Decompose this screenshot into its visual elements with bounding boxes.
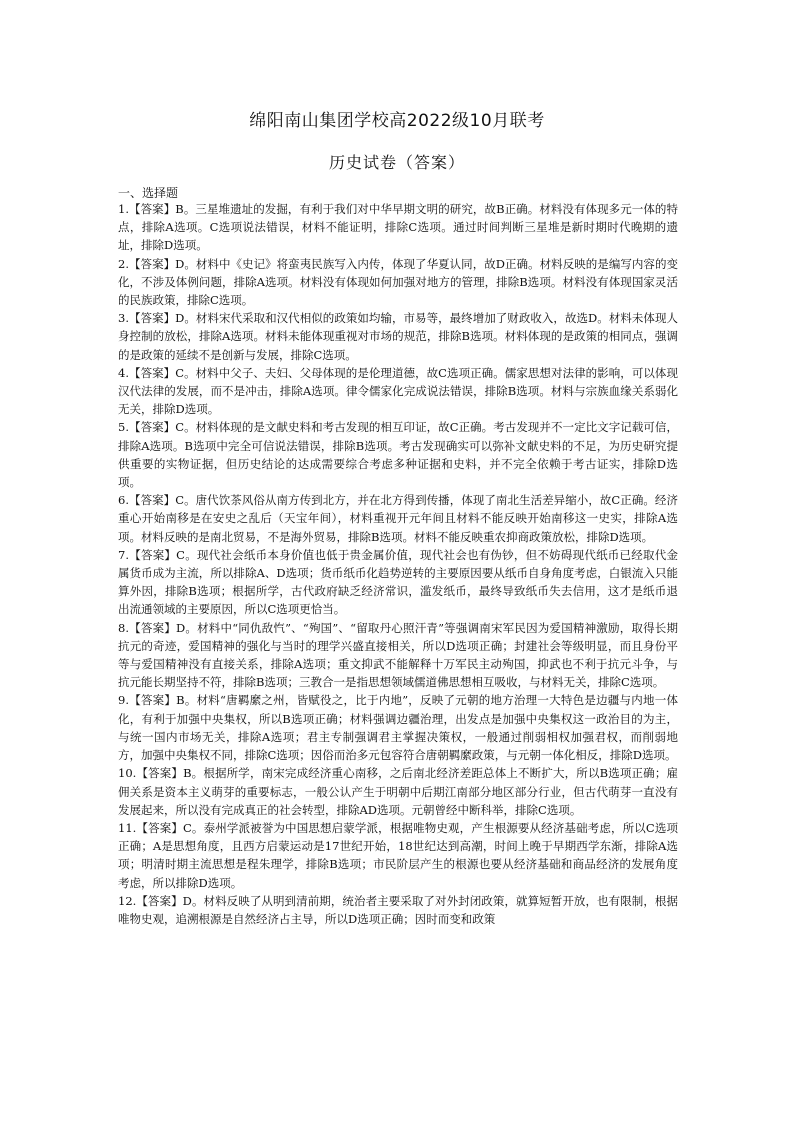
answer-item-6: 6.【答案】C。唐代饮茶风俗从南方传到北方，并在北方得到传播，体现了南北生活差异缩小，故C正确。经济重心开始南移是在安史之乱后（天宝年间），材料重视开元年间且材料不能反映开始南移这一史实，排除A选项。材料反映的是南北贸易，不是海外贸易，排除B选项。材料不能反映重农抑商政策放松，排除D选项。 bbox=[118, 493, 678, 544]
document-title: 绵阳南山集团学校高2022级10月联考 bbox=[249, 111, 545, 131]
answer-item-8: 8.【答案】D。材料中“同仇敌忾”、“殉国”、“留取丹心照汗青”等强调南宋军民因为爱国精神激励，取得长期抗元的奇迹，爱国精神的强化与当时的理学兴盛直接相关，所以D选项正确；封建社会等级明显，而且身份平等与爱国精神没有直接关系，排除A选项；重文抑武不能解释十万军民主动殉国，抑武也不利于抗元斗争，与抗元能长期坚持不符，排除B选项；三教合一是指思想领域儒道佛思想相互吸收，与材料无关，排除C选项。 bbox=[118, 620, 678, 690]
answer-item-5: 5.【答案】C。材料体现的是文献史料和考古发现的相互印证，故C正确。考古发现并不一定比文字记载可信，排除A选项。B选项中完全可信说法错误，排除B选项。考古发现确实可以弥补文献史料的不足，为历史研究提供重要的实物证据，但历史结论的达成需要综合考虑多种证据和史料，并不完全依赖于考古证实，排除D选项。 bbox=[118, 420, 678, 490]
answer-item-9: 9.【答案】B。材料“唐羁縻之州，皆赋役之，比于内地”，反映了元朝的地方治理一大特色是边疆与内地一体化，有利于加强中央集权，所以B选项正确；材料强调边疆治理，出发点是加强中央集权这一政治目的为主，与统一国内市场无关，排除A选项；君主专制强调君主掌握决策权，一般通过削弱相权加强君权，而削弱地方，加强中央集权不同，排除C选项；因俗而治多元包容符合唐朝羁縻政策，与元朝一体化相反，排除D选项。 bbox=[118, 693, 678, 763]
answer-list bbox=[118, 200, 678, 928]
document-subtitle: 历史试卷（答案） bbox=[328, 153, 465, 172]
answer-item-7: 7.【答案】C。现代社会纸币本身价值也低于贵金属价值，现代社会也有伪钞，但不妨碍现代纸币已经取代金属货币成为主流，所以排除A、D选项；货币纸币化趋势逆转的主要原因要从纸币自身角度考虑，白银流入只能算外因，排除B选项；根据所学，古代政府缺乏经济常识，滥发纸币，最终导致纸币失去信用，这才是纸币退出流通领域的主要原因，所以C选项更恰当。 bbox=[118, 547, 678, 617]
answer-item-10: 10.【答案】B。根据所学，南宋完成经济重心南移，之后南北经济差距总体上不断扩大，所以B选项正确；雇佣关系是资本主义萌芽的重要标志，一般公认产生于明朝中后期江南部分地区部分行业，但古代萌芽一直没有发展起来，所以没有完成真正的社会转型，排除AD选项。元朝曾经中断科举，排除C选项。 bbox=[118, 766, 678, 817]
answer-item-2: 2.【答案】D。材料中《史记》将蛮夷民族写入内传，体现了华夏认同，故D正确。材料反映的是编写内容的变化，不涉及体例问题，排除A选项。材料没有体现如何加强对地方的管理，排除B选项。材料没有体现国家灵活的民族政策，排除C选项。 bbox=[118, 256, 678, 308]
section-heading: 一、选择题 bbox=[118, 186, 179, 200]
answer-item-4: 4.【答案】C。材料中父子、夫妇、父母体现的是伦理道德，故C选项正确。儒家思想对法律的影响，可以体现汉代法律的发展，而不是冲击，排除A选项。律令儒家化完成说法错误，排除B选项。材料与宗族血缘关系弱化无关，排除D选项。 bbox=[118, 365, 678, 417]
answer-item-12: 12.【答案】D。材料反映了从明到清前期，统治者主要采取了对外封闭政策，就算短暂开放，也有限制，根据唯物史观，追溯根源是自然经济占主导，所以D选项正确；因时而变和政策 bbox=[118, 893, 678, 926]
answer-item-3: 3.【答案】D。材料宋代采取和汉代相似的政策如均输，市易等，最终增加了财政收入，故选D。材料未体现人身控制的放松，排除A选项。材料未能体现重视对市场的规范，排除B选项。材料体现的是政策的相同点，强调的是政策的延续不是创新与发展，排除C选项。 bbox=[118, 311, 678, 362]
answer-item-1: 1.【答案】B。三星堆遗址的发掘，有利于我们对中华早期文明的研究，故B正确。材料没有体现多元一体的特点，排除A选项。C选项说法错误，材料不能证明，排除C选项。通过时间判断三星堆是新时期时代晚期的遗址，排除D选项。 bbox=[118, 202, 678, 253]
answer-item-11: 11.【答案】C。泰州学派被誉为中国思想启蒙学派，根据唯物史观，产生根源要从经济基础考虑，所以C选项正确；A是思想角度，且西方启蒙运动是17世纪开始，18世纪达到高潮，时间上晚于早期西学东渐，排除A选项；明清时期主流思想是程朱理学，排除B选项；市民阶层产生的根源也要从经济基础和商品经济的发展角度考虑，所以排除D选项。 bbox=[118, 820, 678, 890]
